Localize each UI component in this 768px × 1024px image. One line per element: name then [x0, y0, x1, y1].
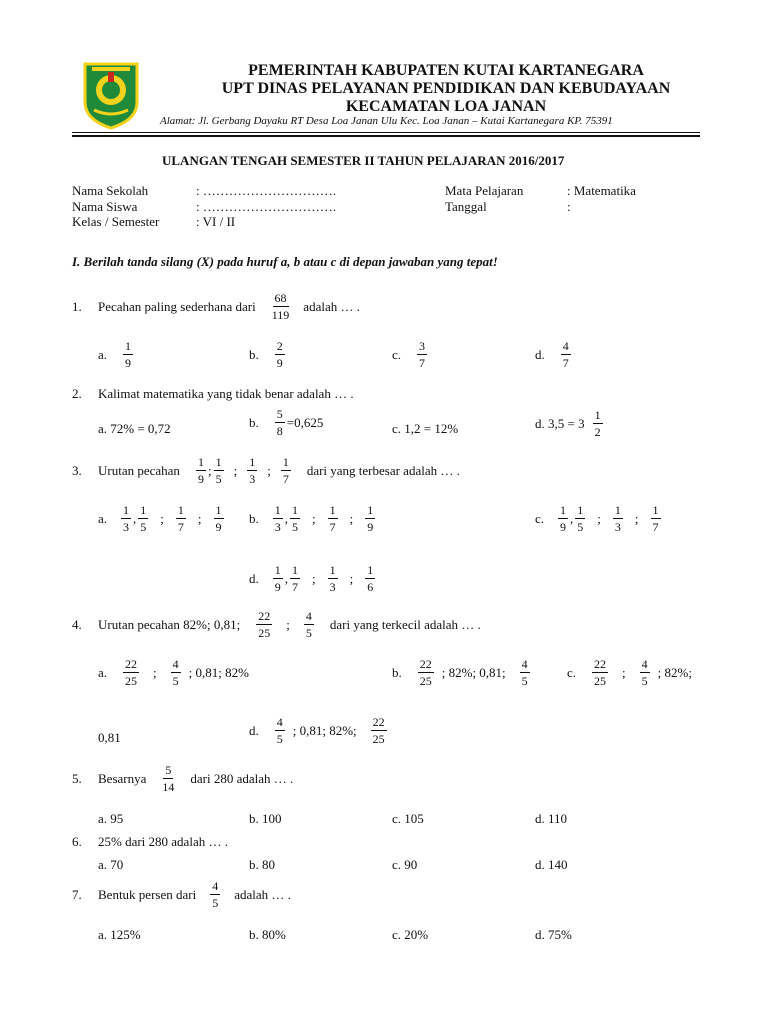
question-number: 5. — [72, 770, 82, 786]
q6-option-a[interactable]: a. 70 — [98, 857, 124, 872]
question-number: 2. — [72, 386, 82, 401]
class-value: : VI / II — [196, 214, 236, 229]
q3-option-d[interactable]: d. 1 9 , 1 7 ; 1 3 ; 1 6 — [249, 563, 374, 594]
q4-option-c-continued: 0,81 — [98, 730, 121, 745]
q2-option-d[interactable]: d. 3,5 = 3 1 2 — [535, 408, 601, 439]
question-number: 4. — [72, 616, 82, 632]
q5-option-a[interactable]: a. 95 — [98, 811, 124, 826]
q2-option-c[interactable]: c. 1,2 = 12% — [392, 421, 459, 436]
question-number: 1. — [72, 298, 82, 314]
header-divider — [72, 132, 700, 133]
student-label: Nama Siswa — [72, 199, 138, 214]
question-text: Besarnya — [98, 770, 147, 786]
question-text: adalah … . — [234, 886, 291, 902]
q4-option-b[interactable]: b. 22 25 ; 82%; 0,81; 4 5 — [392, 657, 528, 688]
q4-option-c[interactable]: c. 22 25 ; 4 5 ; 82%; — [567, 657, 692, 688]
exam-title: ULANGAN TENGAH SEMESTER II TAHUN PELAJARAN 2016/2017 — [162, 153, 565, 168]
question-3: 3. Urutan pecahan 1 9 ; 1 5 ; 1 3 ; 1 7 dari yang terbesar adalah … . — [72, 455, 460, 486]
date-value: : — [567, 199, 571, 214]
q6-option-b[interactable]: b. 80 — [249, 857, 275, 872]
question-4: 4. Urutan pecahan 82%; 0,81; 22 25 ; 4 5 dari yang terkecil adalah … . — [72, 609, 481, 640]
question-text: adalah … . — [303, 298, 360, 314]
question-text: 25% dari 280 adalah … . — [98, 834, 228, 849]
q1-option-c[interactable]: c. 3 7 — [392, 339, 426, 370]
header-line-3: KECAMATAN LOA JANAN — [345, 98, 547, 115]
q7-option-d[interactable]: d. 75% — [535, 927, 572, 942]
question-5: 5. Besarnya 5 14 dari 280 adalah … . — [72, 763, 294, 794]
header-address: Alamat: Jl. Gerbang Dayaku RT Desa Loa Janan Ulu Kec. Loa Janan – Kutai Kartanegara KP. 75391 — [160, 115, 613, 127]
question-1 — [72, 292, 360, 321]
q1-option-b[interactable]: b. 2 9 — [249, 339, 283, 370]
q2-option-a[interactable]: a. 72% = 0,72 — [98, 421, 171, 436]
q6-option-d[interactable]: d. 140 — [535, 857, 568, 872]
class-label: Kelas / Semester — [72, 214, 160, 229]
q5-option-c[interactable]: c. 105 — [392, 811, 424, 826]
q3-option-c[interactable]: c. 1 9 , 1 5 ; 1 3 ; 1 7 — [535, 503, 659, 534]
q7-option-a[interactable]: a. 125% — [98, 927, 141, 942]
q1-option-d[interactable]: d. 4 7 — [535, 339, 569, 370]
date-label: Tanggal — [445, 199, 487, 214]
q7-option-b[interactable]: b. 80% — [249, 927, 286, 942]
question-6 — [72, 834, 228, 850]
header-line-1: PEMERINTAH KABUPATEN KUTAI KARTANEGARA — [248, 62, 644, 79]
q2-option-b[interactable]: b. $\frac{5}{8}$ =0,625 — [249, 407, 324, 438]
question-text: dari yang terkecil adalah … . — [329, 616, 481, 632]
school-value: : …………………………. — [196, 183, 337, 198]
student-value: : …………………………. — [196, 199, 337, 214]
question-text: Bentuk persen dari — [98, 886, 197, 902]
fraction: 68 119 — [271, 291, 290, 322]
q5-option-b[interactable]: b. 100 — [249, 811, 282, 826]
q3-option-b[interactable]: b. 1 3 , 1 5 ; 1 7 ; 1 9 — [249, 503, 374, 534]
question-number: 7. — [72, 886, 82, 902]
q1-option-a[interactable]: a. 1 9 — [98, 339, 132, 370]
q7-option-c[interactable]: c. 20% — [392, 927, 429, 942]
question-text: dari yang terbesar adalah … . — [306, 462, 460, 478]
subject-value: : Matematika — [567, 183, 636, 198]
question-7: 7. Bentuk persen dari 4 5 adalah … . — [72, 879, 291, 910]
school-label: Nama Sekolah — [72, 183, 149, 198]
q3-option-a[interactable]: a. 1 3 , 1 5 ; 1 7 ; 1 9 — [98, 503, 222, 534]
question-number: 6. — [72, 834, 82, 849]
question-text: Pecahan paling sederhana dari — [98, 298, 256, 314]
instruction: I. Berilah tanda silang (X) pada huruf a, b atau c di depan jawaban yang tepat! — [72, 254, 498, 269]
header-divider-thick — [72, 135, 700, 137]
question-text: Urutan pecahan 82%; 0,81; — [98, 616, 241, 632]
header-line-2: UPT DINAS PELAYANAN PENDIDIKAN DAN KEBUDAYAAN — [221, 80, 671, 97]
question-text: dari 280 adalah … . — [190, 770, 294, 786]
subject-label: Mata Pelajaran — [445, 183, 524, 198]
q4-option-d[interactable]: d. 4 5 ; 0,81; 82%; 22 25 — [249, 715, 385, 746]
question-number: 3. — [72, 462, 82, 478]
question-text: Kalimat matematika yang tidak benar adalah … . — [98, 386, 354, 401]
q4-option-a[interactable]: a. 22 25 ; 4 5 ; 0,81; 82% — [98, 657, 249, 688]
question-text: Urutan pecahan — [98, 462, 180, 478]
question-2 — [72, 386, 354, 402]
q6-option-c[interactable]: c. 90 — [392, 857, 418, 872]
q5-option-d[interactable]: d. 110 — [535, 811, 568, 826]
